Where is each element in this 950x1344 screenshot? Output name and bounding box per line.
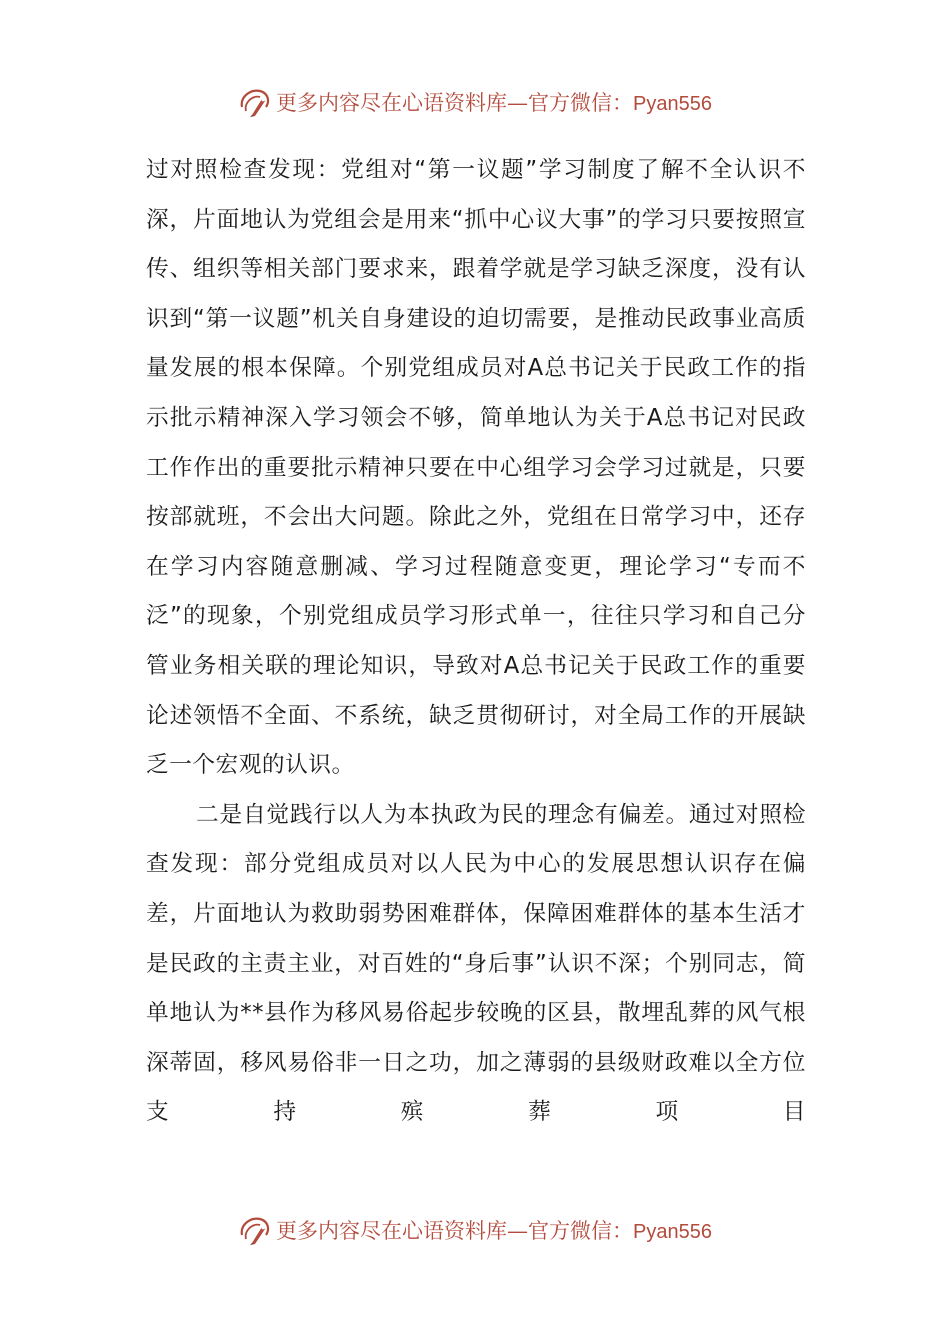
- watermark-banner-bottom: [0, 1210, 950, 1250]
- watermark-text: 更多内容尽在心语资料库—官方微信：Pyan556: [276, 1219, 712, 1243]
- watermark-banner-top: [0, 82, 950, 122]
- pen-nib-swirl-icon: [238, 1213, 272, 1247]
- pen-nib-swirl-icon: [238, 85, 272, 119]
- document-body: [146, 146, 806, 1138]
- watermark-text: 更多内容尽在心语资料库—官方微信：Pyan556: [276, 91, 712, 115]
- paragraph-2: 二是自觉践行以人为本执政为民的理念有偏差。通过对照检查发现：部分党组成员对以人民为中心的发展思想认识存在偏差，片面地认为救助弱势困难群体，保障困难群体的基本生活才是民政的主责主业，对百姓的“身后事”认识不深；个别同志，简单地认为**县作为移风易俗起步较晚的区县，散埋乱葬的风气根深蒂固，移风易俗非一日之功，加之薄弱的县级财政难以全方位支持殡葬项目: [146, 801, 806, 1126]
- paragraph-1: 过对照检查发现：党组对“第一议题”学习制度了解不全认识不深，片面地认为党组会是用来“抓中心议大事”的学习只要按照宣传、组织等相关部门要求来，跟着学就是学习缺乏深度，没有认识到“第一议题”机关自身建设的迫切需要，是推动民政事业高质量发展的根本保障。个别党组成员对A总书记关于民政工作的指示批示精神深入学习领会不够，简单地认为关于A总书记对民政工作作出的重要批示精神只要在中心组学习会学习过就是，只要按部就班，不会出大问题。除此之外，党组在日常学习中，还存在学习内容随意删减、学习过程随意变更，理论学习“专而不泛”的现象，个别党组成员学习形式单一，往往只学习和自己分管业务相关联的理论知识，导致对A总书记关于民政工作的重要论述领悟不全面、不系统，缺乏贯彻研讨，对全局工作的开展缺乏一个宏观的认识。: [146, 157, 806, 779]
